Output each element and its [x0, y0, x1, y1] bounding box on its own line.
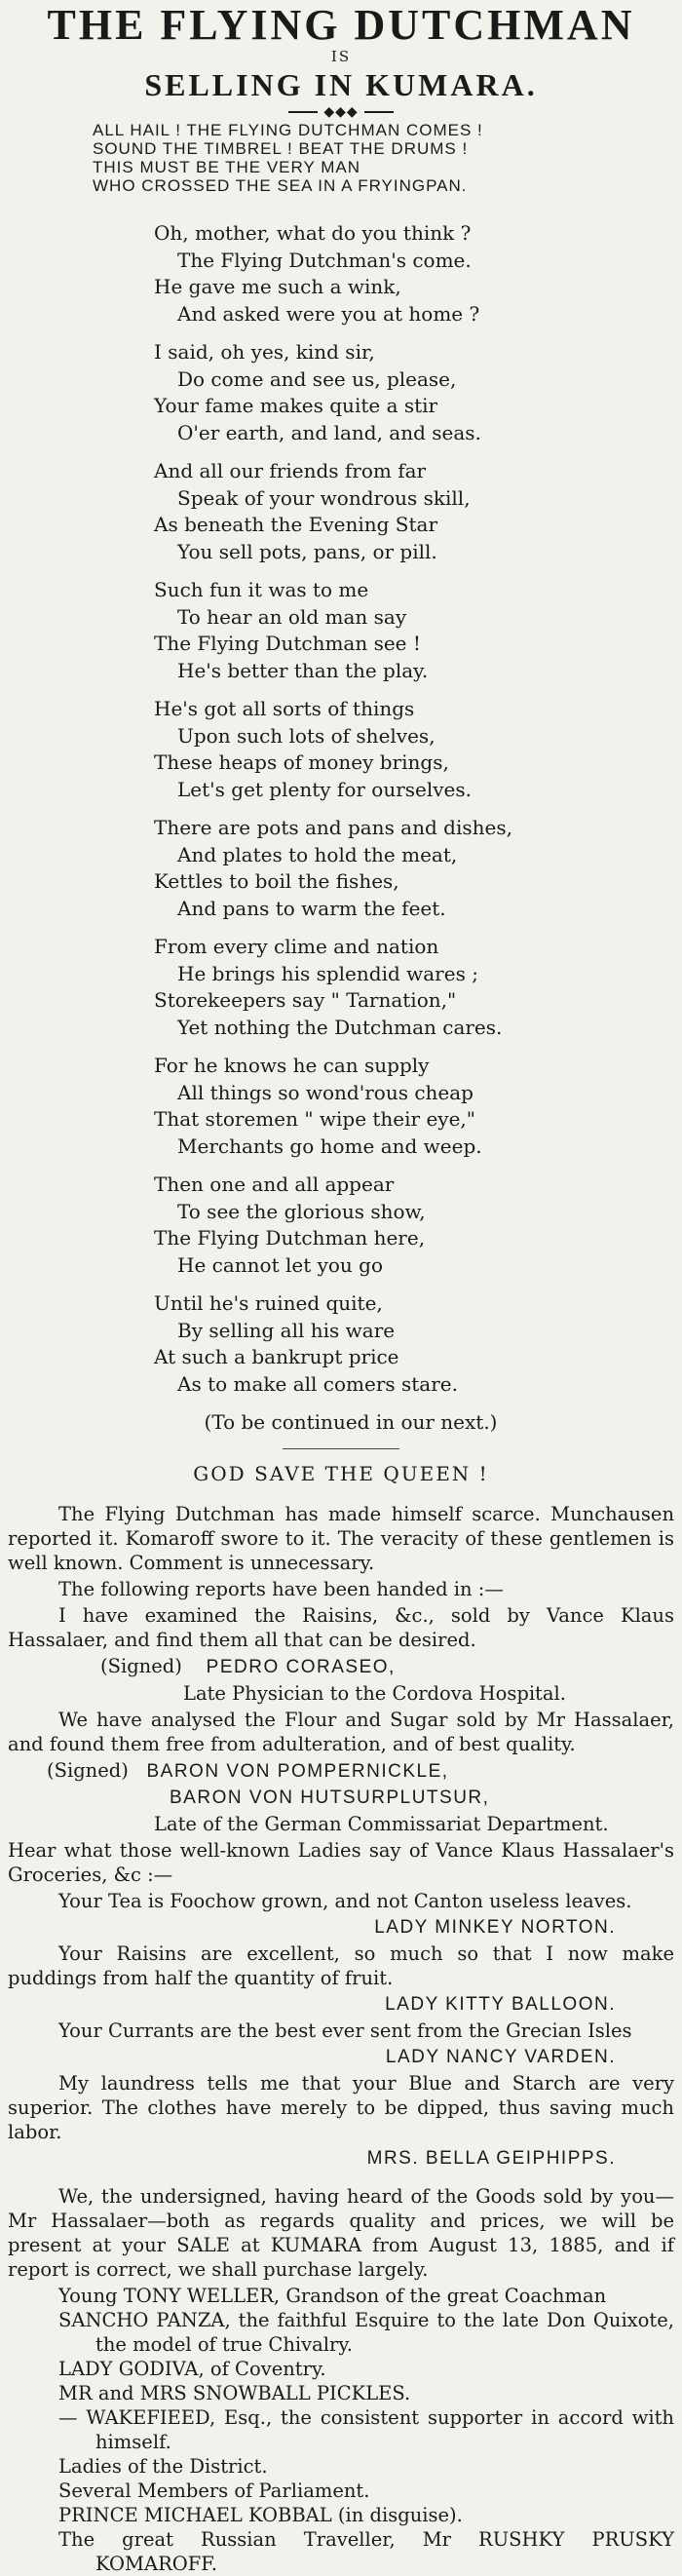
- signatory-title: Late of the German Commissariat Department.: [154, 1813, 609, 1835]
- paragraph: Your Currants are the best ever sent from the Grecian Isles: [58, 2019, 632, 2042]
- lady-signature: LADY KITTY BALLOON.: [385, 1994, 616, 2015]
- verse-line: Do come and see us, please,: [177, 366, 457, 391]
- hail-line: THIS MUST BE THE VERY MAN: [93, 158, 361, 176]
- verse-line: Upon such lots of shelves,: [177, 723, 436, 748]
- paragraph: The following reports have been handed in :—: [58, 1578, 504, 1600]
- verse-line: Until he's ruined quite,: [154, 1291, 383, 1315]
- hail-line: WHO CROSSED THE SEA IN A FRYINGPAN.: [93, 176, 468, 195]
- verse-line: To see the glorious show,: [177, 1199, 426, 1223]
- paragraph: I have examined the Raisins, &c., sold by Vance Klaus Hassalaer, and find them all that can be desired.: [8, 1604, 674, 1651]
- verse-line: And asked were you at home ?: [177, 301, 480, 326]
- stanza: [154, 696, 682, 803]
- verse-line: As beneath the Evening Star: [154, 513, 438, 536]
- signatory-name: BARON VON HUTSURPLUTSUR,: [170, 1788, 490, 1808]
- continued-note: (To be continued in our next.): [204, 1410, 498, 1434]
- ornament-divider: [0, 103, 682, 121]
- stanza: [154, 339, 682, 446]
- verse-line: He's got all sorts of things: [154, 697, 415, 720]
- verse-line: You sell pots, pans, or pill.: [177, 539, 437, 563]
- verse-line: For he knows he can supply: [154, 1054, 430, 1077]
- god-save-the-queen: GOD SAVE THE QUEEN !: [193, 1462, 489, 1485]
- list-item: Ladies of the District.: [58, 2455, 268, 2478]
- list-item: MR and MRS SNOWBALL PICKLES.: [58, 2382, 411, 2404]
- verse-line: By selling all his ware: [177, 1318, 396, 1342]
- verse-line: The Flying Dutchman see !: [154, 632, 421, 655]
- verse-line: Oh, mother, what do you think ?: [154, 221, 472, 245]
- signature-line: [8, 1758, 674, 1784]
- paragraph: We, the undersigned, having heard of the Goods sold by you—Mr Hassalaer—both as regards quality and prices, we will be present at your SALE at KUMARA from August 13, 1885, and if report is correct, we shall purchase largely.: [8, 2185, 674, 2281]
- stanza: [154, 1172, 682, 1279]
- page-subtitle: SELLING IN KUMARA.: [144, 67, 538, 102]
- stanza: [154, 577, 682, 684]
- paragraph: My laundress tells me that your Blue and Starch are very superior. The clothes have merely to be dipped, thus saving much labor.: [8, 2072, 674, 2143]
- verse-line: As to make all comers stare.: [177, 1371, 458, 1396]
- stanza: [154, 220, 682, 327]
- verse-line: And all our friends from far: [154, 459, 427, 482]
- list-item: Several Members of Parliament.: [58, 2480, 370, 2502]
- ornament-icon: ◆◆◆: [323, 104, 359, 120]
- verse-line: That storemen " wipe their eye,": [154, 1107, 475, 1131]
- stanza: [154, 815, 682, 922]
- signed-label: (Signed): [47, 1759, 129, 1782]
- verse-line: The Flying Dutchman's come.: [177, 248, 472, 272]
- verse-line: Merchants go home and weep.: [177, 1134, 482, 1158]
- lady-signature: MRS. BELLA GEIPHIPPS.: [366, 2148, 616, 2169]
- hail-verse: [93, 121, 682, 195]
- verse-line: Such fun it was to me: [154, 578, 369, 601]
- verse-line: There are pots and pans and dishes,: [154, 816, 512, 839]
- advertisement-prose: [0, 1486, 682, 2576]
- stanza: [154, 458, 682, 565]
- list-item: PRINCE MICHAEL KOBBAL (in disguise).: [58, 2504, 463, 2526]
- spacer: [8, 2172, 674, 2184]
- verse-line: And plates to hold the meat,: [177, 842, 458, 866]
- list-item: The great Russian Traveller, Mr RUSHKY PRUSKY KOMAROFF.: [58, 2528, 674, 2575]
- verse-line: Then one and all appear: [154, 1173, 395, 1196]
- verse-line: Yet nothing the Dutchman cares.: [177, 1015, 503, 1039]
- verse-line: These heaps of money brings,: [154, 750, 449, 774]
- divider: [283, 1448, 399, 1449]
- ornament-bar-left: [288, 111, 318, 113]
- page-title: THE FLYING DUTCHMAN: [47, 1, 635, 49]
- lady-signature: LADY NANCY VARDEN.: [385, 2047, 616, 2067]
- verse-line: O'er earth, and land, and seas.: [177, 420, 481, 444]
- verse-line: From every clime and nation: [154, 935, 439, 958]
- verse-line: The Flying Dutchman here,: [154, 1226, 426, 1250]
- list-item: LADY GODIVA, of Coventry.: [58, 2358, 326, 2380]
- signatory-name: PEDRO CORASEO,: [206, 1657, 396, 1677]
- title-connector: IS: [330, 48, 352, 65]
- verse-line: He's better than the play.: [177, 658, 429, 682]
- verse-line: At such a bankrupt price: [154, 1345, 399, 1368]
- stanza: [154, 934, 682, 1041]
- list-item: Young TONY WELLER, Grandson of the great Coachman: [58, 2285, 607, 2307]
- verse-line: To hear an old man say: [177, 604, 407, 629]
- lady-signature: LADY MINKEY NORTON.: [374, 1917, 616, 1938]
- hail-line: ALL HAIL ! THE FLYING DUTCHMAN COMES !: [93, 121, 483, 139]
- verse-line: All things so wond'rous cheap: [177, 1080, 474, 1104]
- stanza: [154, 1290, 682, 1398]
- signed-label: (Signed): [100, 1655, 182, 1677]
- stanza: [154, 1053, 682, 1160]
- ornament-bar-right: [364, 111, 394, 113]
- signature-line: [8, 1654, 674, 1679]
- verse-line: Your fame makes quite a stir: [154, 394, 438, 417]
- verse-line: I said, oh yes, kind sir,: [154, 340, 375, 364]
- paragraph: Your Tea is Foochow grown, and not Canton useless leaves.: [58, 1890, 632, 1912]
- list-item: SANCHO PANZA, the faithful Esquire to the late Don Quixote, the model of true Chivalry.: [58, 2309, 674, 2356]
- hail-line: SOUND THE TIMBREL ! BEAT THE DRUMS !: [93, 139, 469, 158]
- verse-line: And pans to warm the feet.: [177, 896, 446, 920]
- verse-line: He cannot let you go: [177, 1252, 384, 1277]
- list-item: — WAKEFIEED, Esq., the consistent supporter in accord with himself.: [58, 2406, 674, 2453]
- signatory-title: Late Physician to the Cordova Hospital.: [183, 1682, 566, 1705]
- undersigned-list: [8, 2284, 674, 2576]
- paragraph: Your Raisins are excellent, so much so that I now make puddings from half the quantity of fruit.: [8, 1942, 674, 1989]
- verse-line: Kettles to boil the fishes,: [154, 869, 399, 893]
- paragraph: We have analysed the Flour and Sugar sold by Mr Hassalaer, and found them free from adulteration, and of best quality.: [8, 1709, 674, 1755]
- paragraph: Hear what those well-known Ladies say of Vance Klaus Hassalaer's Groceries, &c :—: [8, 1839, 674, 1886]
- signatory-name: BARON VON POMPERNICKLE,: [146, 1761, 449, 1782]
- verse-line: He brings his splendid wares ;: [177, 961, 478, 985]
- poem: [154, 220, 682, 1398]
- verse-line: Speak of your wondrous skill,: [177, 485, 471, 510]
- verse-line: Let's get plenty for ourselves.: [177, 777, 473, 801]
- verse-line: Storekeepers say " Tarnation,": [154, 988, 457, 1012]
- verse-line: He gave me such a wink,: [154, 275, 401, 298]
- paragraph: The Flying Dutchman has made himself scarce. Munchausen reported it. Komaroff swore to it. The veracity of these gentlemen is well known. Comment is unnecessary.: [8, 1503, 674, 1574]
